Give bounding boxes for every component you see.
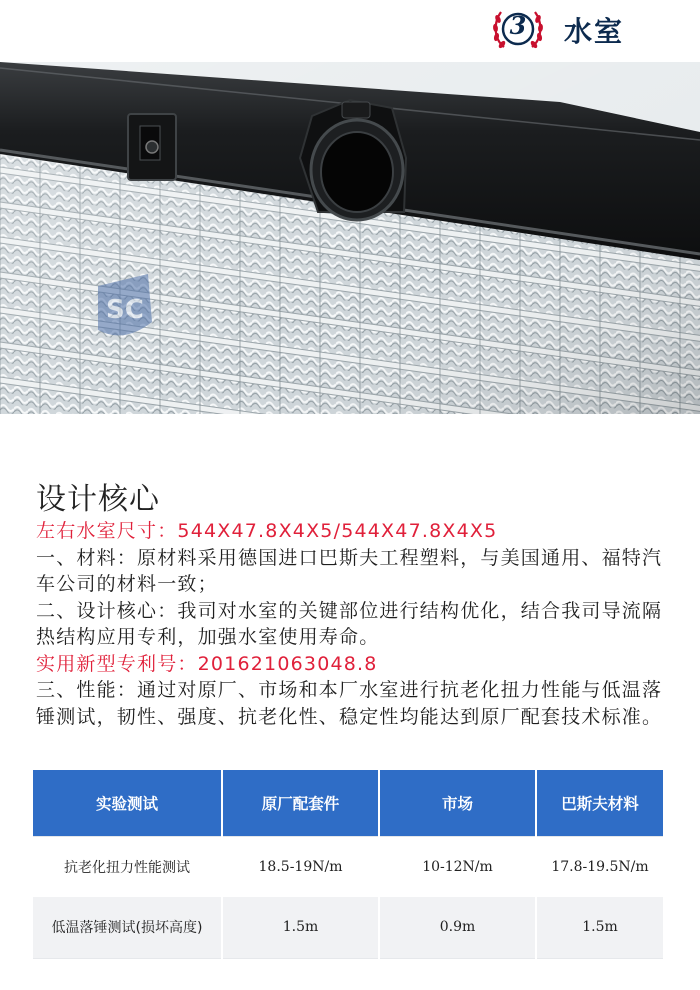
- table-cell: 抗老化扭力性能测试: [33, 836, 222, 897]
- table-cell: 低温落锤测试(损坏高度): [33, 897, 222, 958]
- tank-size-line: 左右水室尺寸：544X47.8X4X5/544X47.8X4X5: [36, 520, 498, 542]
- table-cell: 10-12N/m: [379, 836, 536, 897]
- design-core-content: [36, 518, 676, 730]
- table-row: [33, 836, 663, 897]
- svg-text:SC: SC: [106, 295, 144, 325]
- header-title: 水室: [564, 15, 625, 48]
- column-header: 实验测试: [33, 770, 222, 836]
- divider: [0, 414, 700, 444]
- table-cell: 18.5-19N/m: [222, 836, 379, 897]
- table-cell: 1.5m: [536, 897, 663, 958]
- patent-number-line: 实用新型专利号：201621063048.8: [36, 652, 378, 675]
- badge-number: 3: [509, 11, 527, 40]
- material-paragraph: 一、材料：原材料采用德国进口巴斯夫工程塑料，与美国通用、福特汽车公司的材料一致；: [36, 546, 663, 595]
- table-cell: 1.5m: [222, 897, 379, 958]
- section-title: 设计核心: [36, 482, 160, 517]
- column-header: 市场: [379, 770, 536, 836]
- table-row: [33, 897, 663, 958]
- performance-paragraph: 三、性能：通过对原厂、市场和本厂水室进行抗老化扭力性能与低温落锤测试，韧性、强度、抗老化性、稳定性均能达到原厂配套技术标准。: [36, 679, 663, 728]
- design-core-paragraph: 二、设计核心：我司对水室的关键部位进行结构优化，结合我司导流隔热结构应用专利，加强水室使用寿命。: [36, 599, 663, 648]
- column-header: 原厂配套件: [222, 770, 379, 836]
- test-comparison-table: [33, 770, 663, 959]
- radiator-water-tank-photo: [0, 62, 700, 414]
- table-cell: 17.8-19.5N/m: [536, 836, 663, 897]
- column-header: 巴斯夫材料: [536, 770, 663, 836]
- table-header-row: [33, 770, 663, 836]
- page-header: [0, 0, 700, 62]
- table-cell: 0.9m: [379, 897, 536, 958]
